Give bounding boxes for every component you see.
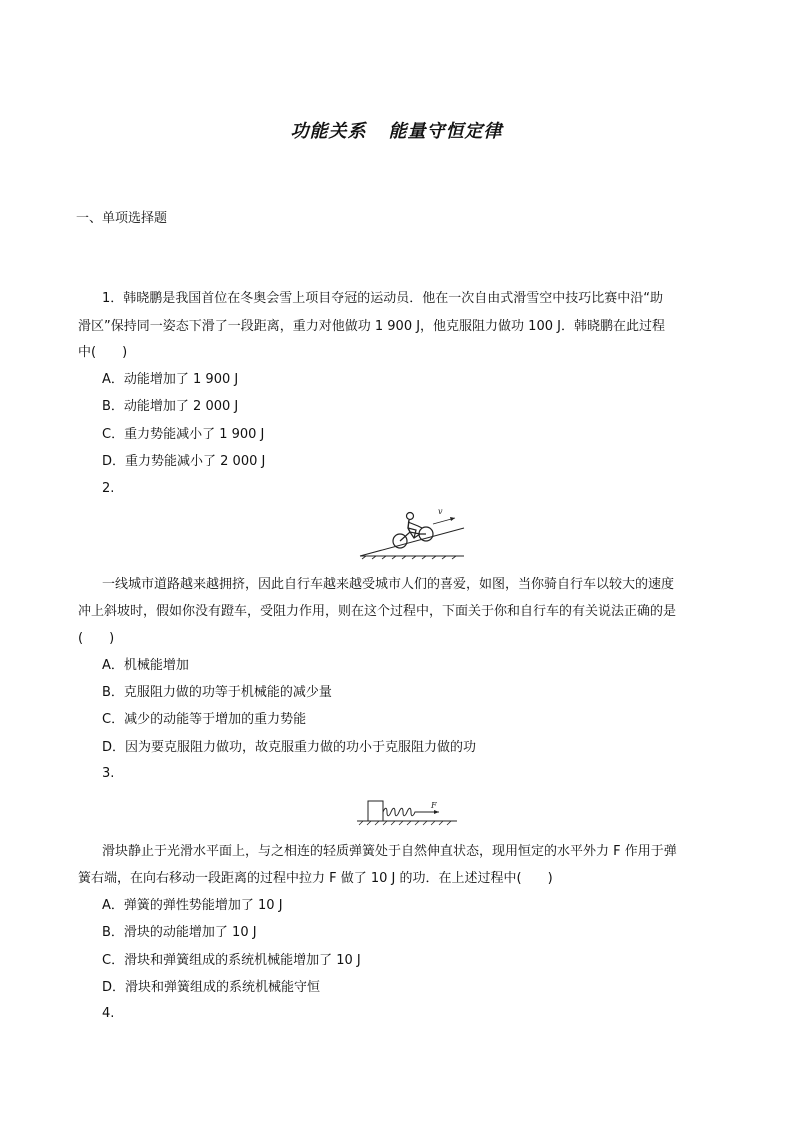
q3-line-1: 滑块静止于光滑水平面上，与之相连的轻质弹簧处于自然伸直状态，现用恒定的水平外力 F 作用于弹	[102, 844, 677, 859]
q2-line-3: ( )	[78, 631, 115, 646]
bicycle-slope-figure	[358, 504, 468, 560]
q1-line-1: 1．韩晓鹏是我国首位在冬奥会雪上项目夺冠的运动员．他在一次自由式滑雪空中技巧比赛中沿“助	[102, 291, 664, 306]
title-part-2: 能量守恒定律	[388, 121, 503, 142]
q2-option-a: A．机械能增加	[102, 658, 189, 673]
q2-option-c: C．减少的动能等于增加的重力势能	[102, 712, 307, 727]
q1-option-b: B．动能增加了 2 000 J	[102, 399, 239, 414]
q1-option-c: C．重力势能减小了 1 900 J	[102, 427, 265, 442]
q3-option-d: D．滑块和弹簧组成的系统机械能守恒	[102, 980, 321, 995]
q3-line-2: 簧右端，在向右移动一段距离的过程中拉力 F 做了 10 J 的功．在上述过程中( )	[78, 871, 553, 886]
q2-line-2: 冲上斜坡时，假如你没有蹬车，受阻力作用，则在这个过程中，下面关于你和自行车的有关说法正确的是	[78, 604, 677, 619]
section-heading: 一、单项选择题	[76, 211, 168, 226]
q1-option-d: D．重力势能减小了 2 000 J	[102, 454, 266, 469]
q4-number: 4.	[102, 1006, 115, 1021]
block-spring-figure	[355, 794, 460, 828]
page-title	[0, 117, 793, 143]
q2-line-1: 一线城市道路越来越拥挤，因此自行车越来越受城市人们的喜爱，如图，当你骑自行车以较大的速度	[102, 577, 675, 592]
velocity-label: v	[438, 507, 443, 516]
title-part-1: 功能关系	[290, 121, 367, 142]
q3-option-b: B．滑块的动能增加了 10 J	[102, 925, 257, 940]
q2-option-b: B．克服阻力做的功等于机械能的减少量	[102, 685, 332, 700]
q1-line-3: 中( )	[78, 345, 128, 360]
q2-option-d: D．因为要克服阻力做功，故克服重力做的功小于克服阻力做的功	[102, 740, 477, 755]
q3-option-a: A．弹簧的弹性势能增加了 10 J	[102, 898, 283, 913]
force-label: F	[431, 801, 437, 810]
q2-number: 2.	[102, 481, 115, 496]
q1-option-a: A．动能增加了 1 900 J	[102, 372, 239, 387]
q1-line-2: 滑区”保持同一姿态下滑了一段距离，重力对他做功 1 900 J，他克服阻力做功 100 J．韩晓鹏在此过程	[78, 319, 665, 334]
q3-option-c: C．滑块和弹簧组成的系统机械能增加了 10 J	[102, 953, 361, 968]
q3-number: 3.	[102, 766, 115, 781]
